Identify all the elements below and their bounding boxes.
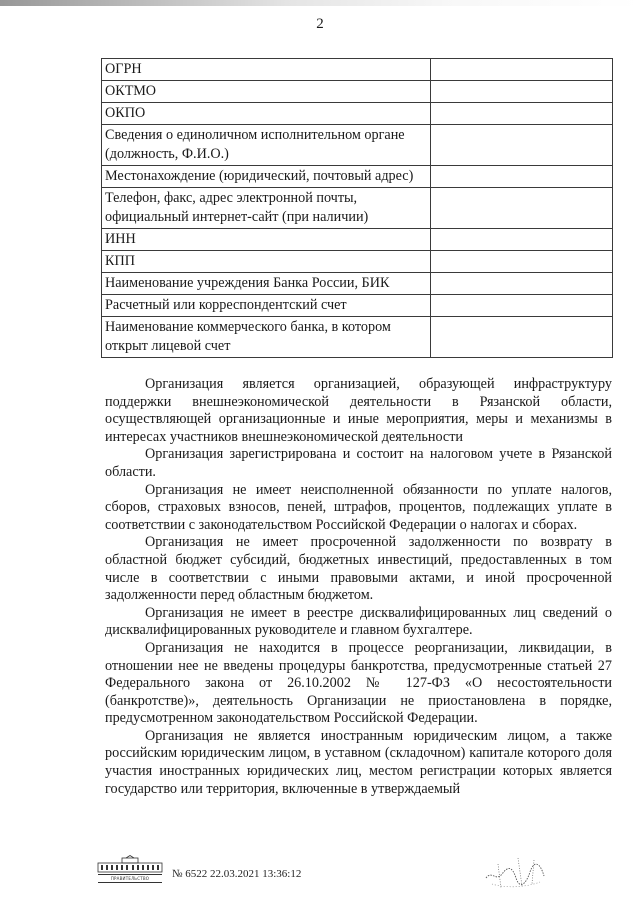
table-row [102,229,613,251]
page-number: 2 [316,16,324,32]
field-value [431,273,613,295]
field-value [431,166,613,188]
field-label: ОКПО [102,103,431,125]
table-row [102,188,613,229]
organization-info-table [101,58,613,358]
table-row [102,273,613,295]
paragraph: Организация не находится в процессе реорганизации, ликвидации, в отношении нее не введены процедуры банкротства, предусмотренные статьей 27 Федерального закона от 26.10.2002 № 127-ФЗ «О несостоятельности (банкротстве)», деятельность Организации не приостановлена в порядке, предусмотренном законодательством Российской Федерации. [105,639,612,727]
field-label: ИНН [102,229,431,251]
building-icon [96,855,164,873]
table-row [102,317,613,358]
table-row [102,81,613,103]
field-value [431,59,613,81]
field-value [431,188,613,229]
signature-mark [478,848,552,894]
paragraph: Организация зарегистрирована и состоит на налоговом учете в Рязанской области. [105,446,612,480]
table-row [102,125,613,166]
table-row [102,251,613,273]
table-row [102,59,613,81]
document-body [105,376,612,798]
table-row [102,103,613,125]
field-label: Наименование учреждения Банка России, БИК [102,273,431,295]
table-row [102,295,613,317]
paragraph: Организация не является иностранным юридическим лицом, а также российским юридическим лицом, в уставном (складочном) капитале которого доля участия иностранных юридических лиц, местом регистрации которых является государство или территория, включенные в утверждаемый [105,727,612,797]
field-value [431,103,613,125]
field-value [431,295,613,317]
field-label: ОГРН [102,59,431,81]
field-label: Наименование коммерческого банка, в котором открыт лицевой счет [102,317,431,358]
field-label: КПП [102,251,431,273]
field-label: Расчетный или корреспондентский счет [102,295,431,317]
table-row [102,166,613,188]
field-label: Сведения о единоличном исполнительном органе (должность, Ф.И.О.) [102,125,431,166]
stamp-caption: ПРАВИТЕЛЬСТВО [98,874,162,883]
scan-edge-shadow [0,0,640,6]
field-label: ОКТМО [102,81,431,103]
government-stamp-logo [96,855,164,885]
field-value [431,125,613,166]
field-value [431,229,613,251]
field-value [431,251,613,273]
field-value [431,81,613,103]
field-label: Телефон, факс, адрес электронной почты, официальный интернет-сайт (при наличии) [102,188,431,229]
registration-stamp: № 6522 22.03.2021 13:36:12 [172,868,302,880]
field-value [431,317,613,358]
field-label: Местонахождение (юридический, почтовый адрес) [102,166,431,188]
paragraph: Организация является организацией, образующей инфраструктуру поддержки внешнеэкономической деятельности в Рязанской области, осуществляющей организационные и иные мероприятия, меры и механизмы в интересах участников внешнеэкономической деятельности [105,376,612,445]
paragraph: Организация не имеет в реестре дисквалифицированных лиц сведений о дисквалифицированных руководителе и главном бухгалтере. [105,604,612,639]
paragraph: Организация не имеет просроченной задолженности по возврату в областной бюджет субсидий, бюджетных инвестиций, предоставленных в том числе в соответствии с иными правовыми актами, и иной просроченной задолженности перед областным бюджетом. [105,534,612,604]
paragraph: Организация не имеет неисполненной обязанности по уплате налогов, сборов, страховых взносов, пеней, штрафов, процентов, подлежащих уплате в соответствии с законодательством Российской Федерации о налогах и сборах. [105,481,612,533]
